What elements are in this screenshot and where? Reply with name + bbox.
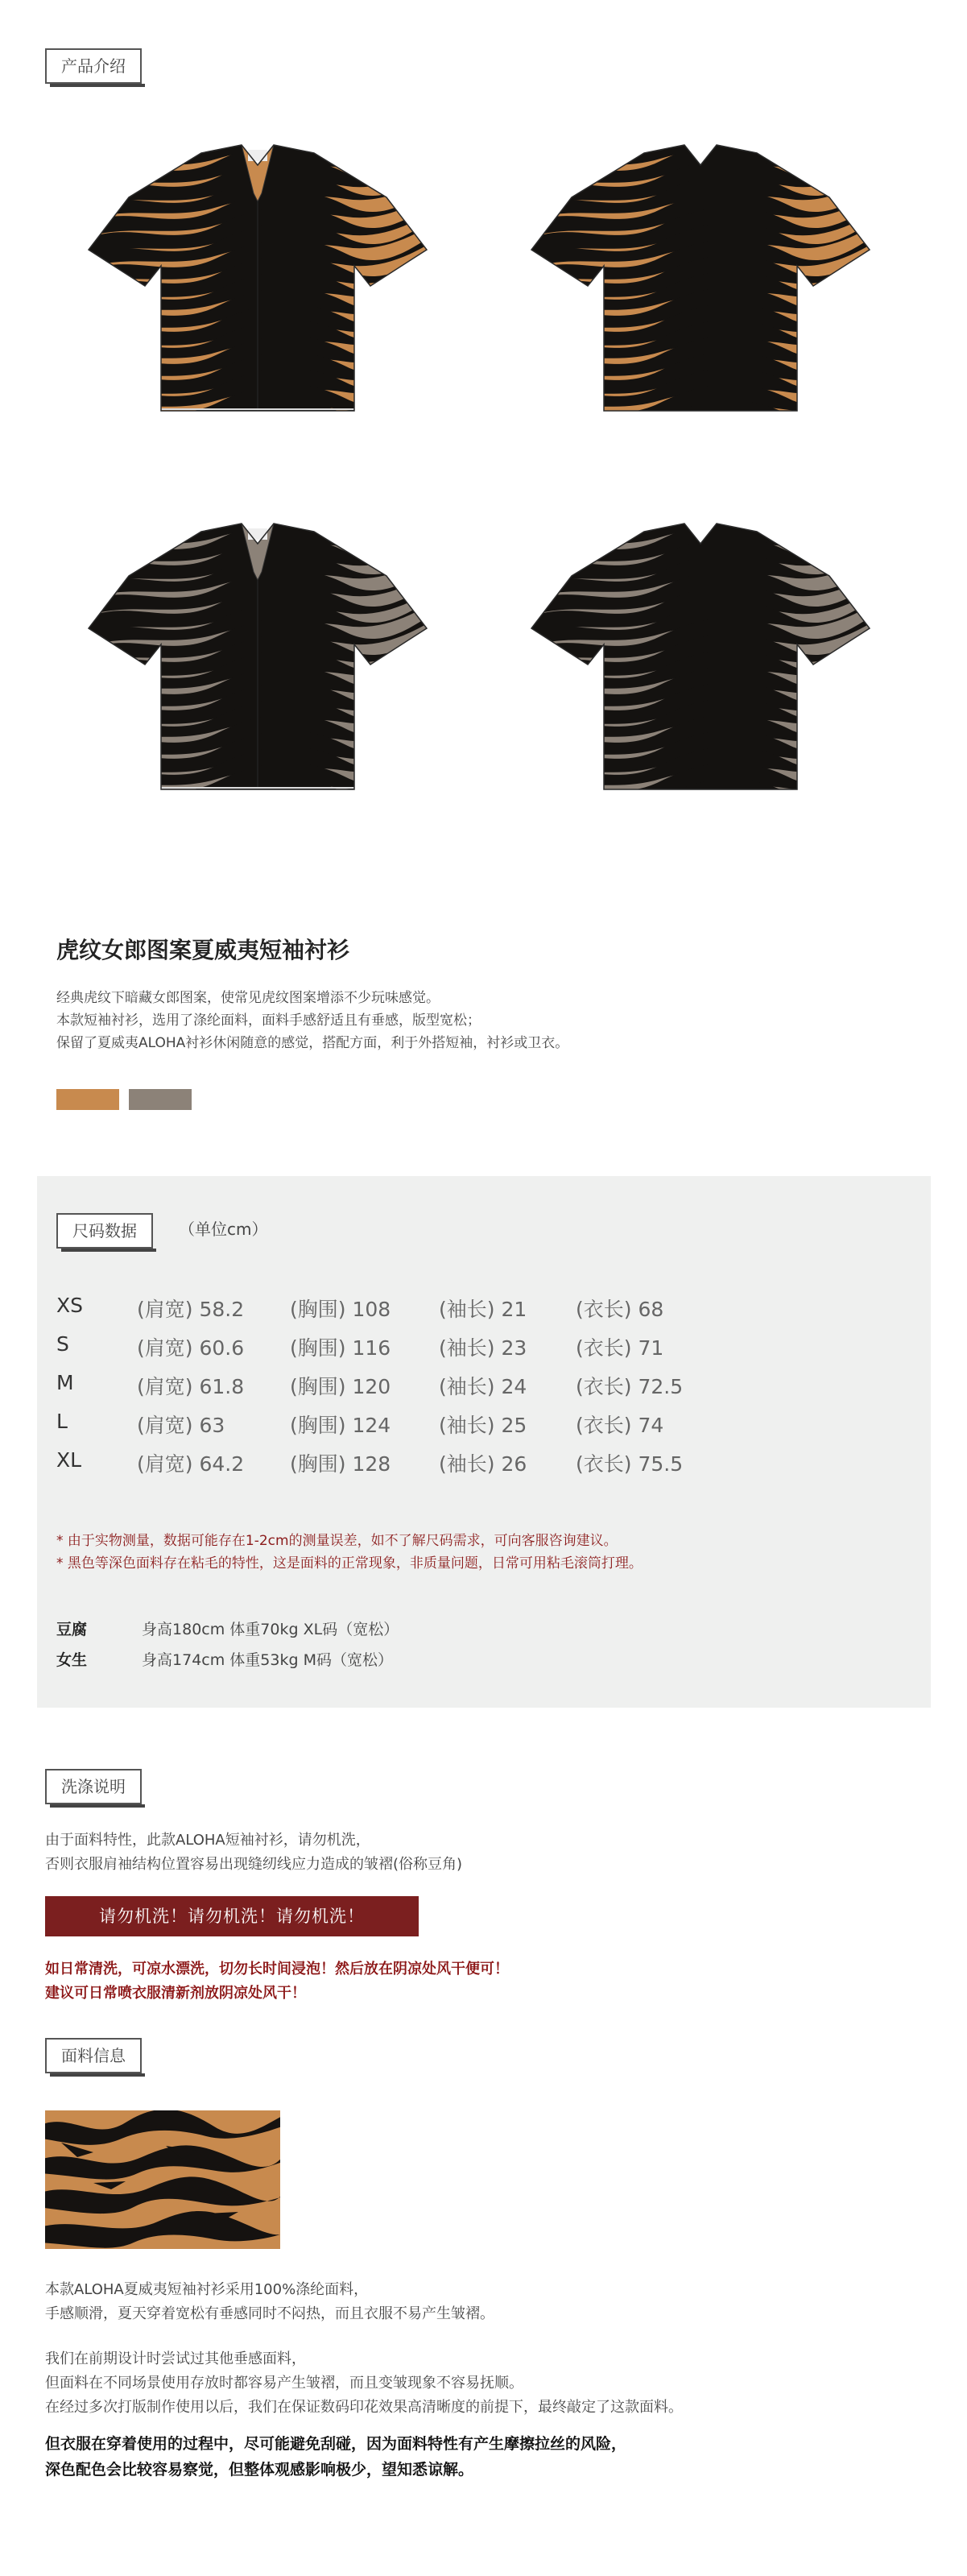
model-detail: 身高174cm 体重53kg M码（宽松） (142, 1651, 393, 1669)
fabric-disclaimer (45, 2431, 626, 2483)
section-tag-size (56, 1213, 153, 1249)
size-shoulder: (肩宽) 63 (137, 1414, 225, 1437)
wash-line: 由于面料特性，此款ALOHA短袖衬衫，请勿机洗， (45, 1832, 370, 1849)
size-length: (衣长) 75.5 (576, 1452, 684, 1476)
size-shoulder: (肩宽) 64.2 (137, 1452, 245, 1476)
section-tag-label: 面料信息 (61, 2046, 126, 2065)
wash-warning (45, 1957, 509, 2006)
model-info (56, 1648, 393, 1670)
fabric-line: 本款ALOHA夏威夷短袖衬衫采用100%涤纶面料， (45, 2281, 369, 2298)
shirt-image-grey-back (523, 499, 878, 822)
size-chest: (胸围) 128 (290, 1452, 391, 1476)
size-chest: (胸围) 108 (290, 1298, 391, 1321)
fabric-text-2 (45, 2347, 683, 2420)
shirt-image-grey-front (81, 499, 435, 822)
product-intro (56, 987, 568, 1054)
fabric-swatch-image (45, 2110, 280, 2249)
section-tag-label: 产品介绍 (61, 56, 126, 76)
color-swatch-grey[interactable] (129, 1089, 192, 1110)
model-info (56, 1617, 399, 1639)
color-swatch-tan[interactable] (56, 1089, 119, 1110)
size-label: L (56, 1410, 68, 1433)
size-chest: (胸围) 120 (290, 1375, 391, 1398)
size-shoulder: (肩宽) 58.2 (137, 1298, 245, 1321)
section-tag-wash (45, 1769, 142, 1804)
intro-line: 保留了夏威夷ALOHA衬衫休闲随意的感觉，搭配方面，利于外搭短袖，衬衫或卫衣。 (56, 1035, 569, 1051)
product-title: 虎纹女郎图案夏威夷短袖衬衫 (56, 937, 350, 963)
size-unit: （单位cm） (179, 1220, 268, 1239)
size-sleeve: (袖长) 25 (439, 1414, 527, 1437)
size-length: (衣长) 74 (576, 1414, 664, 1437)
warning-line: 建议可日常喷衣服清新剂放阴凉处风干！ (45, 1985, 306, 2002)
fabric-line: 在经过多次打版制作使用以后，我们在保证数码印花效果高清晰度的前提下，最终敲定了这款面料。 (45, 2399, 683, 2416)
size-chest: (胸围) 124 (290, 1414, 391, 1437)
fabric-text-1 (45, 2278, 494, 2326)
section-tag-product (45, 48, 142, 84)
size-sleeve: (袖长) 24 (439, 1375, 527, 1398)
size-note: * 由于实物测量，数据可能存在1-2cm的测量误差，如不了解尺码需求，可向客服咨询建议。 (56, 1533, 618, 1549)
wash-text (45, 1828, 462, 1877)
size-note: * 黑色等深色面料存在粘毛的特性，这是面料的正常现象，非质量问题，日常可用粘毛滚筒打理。 (56, 1555, 643, 1572)
section-tag-fabric (45, 2038, 142, 2073)
size-sleeve: (袖长) 21 (439, 1298, 527, 1321)
size-length: (衣长) 68 (576, 1298, 664, 1321)
size-length: (衣长) 71 (576, 1336, 664, 1360)
size-label: S (56, 1332, 69, 1356)
intro-line: 经典虎纹下暗藏女郎图案，使常见虎纹图案增添不少玩味感觉。 (56, 990, 440, 1006)
size-shoulder: (肩宽) 61.8 (137, 1375, 245, 1398)
size-sleeve: (袖长) 23 (439, 1336, 527, 1360)
size-chest: (胸围) 116 (290, 1336, 391, 1360)
size-label: XL (56, 1448, 82, 1472)
model-detail: 身高180cm 体重70kg XL码（宽松） (142, 1621, 399, 1638)
fabric-line: 手感顺滑，夏天穿着宽松有垂感同时不闷热，而且衣服不易产生皱褶。 (45, 2305, 494, 2322)
shirt-image-tan-front (81, 121, 435, 443)
warning-line: 如日常清洗，可凉水漂洗，切勿长时间浸泡！然后放在阴凉处风干便可！ (45, 1961, 509, 1978)
no-machine-wash-banner: 请勿机洗！请勿机洗！请勿机洗！ (45, 1896, 419, 1936)
wash-line: 否则衣服肩袖结构位置容易出现缝纫线应力造成的皱褶(俗称豆角) (45, 1856, 463, 1873)
size-shoulder: (肩宽) 60.6 (137, 1336, 245, 1360)
intro-line: 本款短袖衬衫，选用了涤纶面料，面料手感舒适且有垂感，版型宽松； (56, 1013, 481, 1029)
section-tag-label: 洗涤说明 (61, 1777, 126, 1796)
fabric-line: 我们在前期设计时尝试过其他垂感面料， (45, 2350, 306, 2367)
size-sleeve: (袖长) 26 (439, 1452, 527, 1476)
size-label: M (56, 1371, 74, 1394)
model-name: 豆腐 (56, 1621, 88, 1638)
size-label: XS (56, 1294, 83, 1317)
disclaimer-line: 深色配色会比较容易察觉，但整体观感影响极少，望知悉谅解。 (45, 2461, 474, 2479)
model-name: 女生 (56, 1651, 88, 1669)
disclaimer-line: 但衣服在穿着使用的过程中，尽可能避免刮碰，因为面料特性有产生摩擦拉丝的风险， (45, 2435, 627, 2453)
size-length: (衣长) 72.5 (576, 1375, 684, 1398)
fabric-line: 但面料在不同场景使用存放时都容易产生皱褶，而且变皱现象不容易抚顺。 (45, 2375, 523, 2392)
section-tag-label: 尺码数据 (72, 1221, 137, 1240)
shirt-image-tan-back (523, 121, 878, 443)
